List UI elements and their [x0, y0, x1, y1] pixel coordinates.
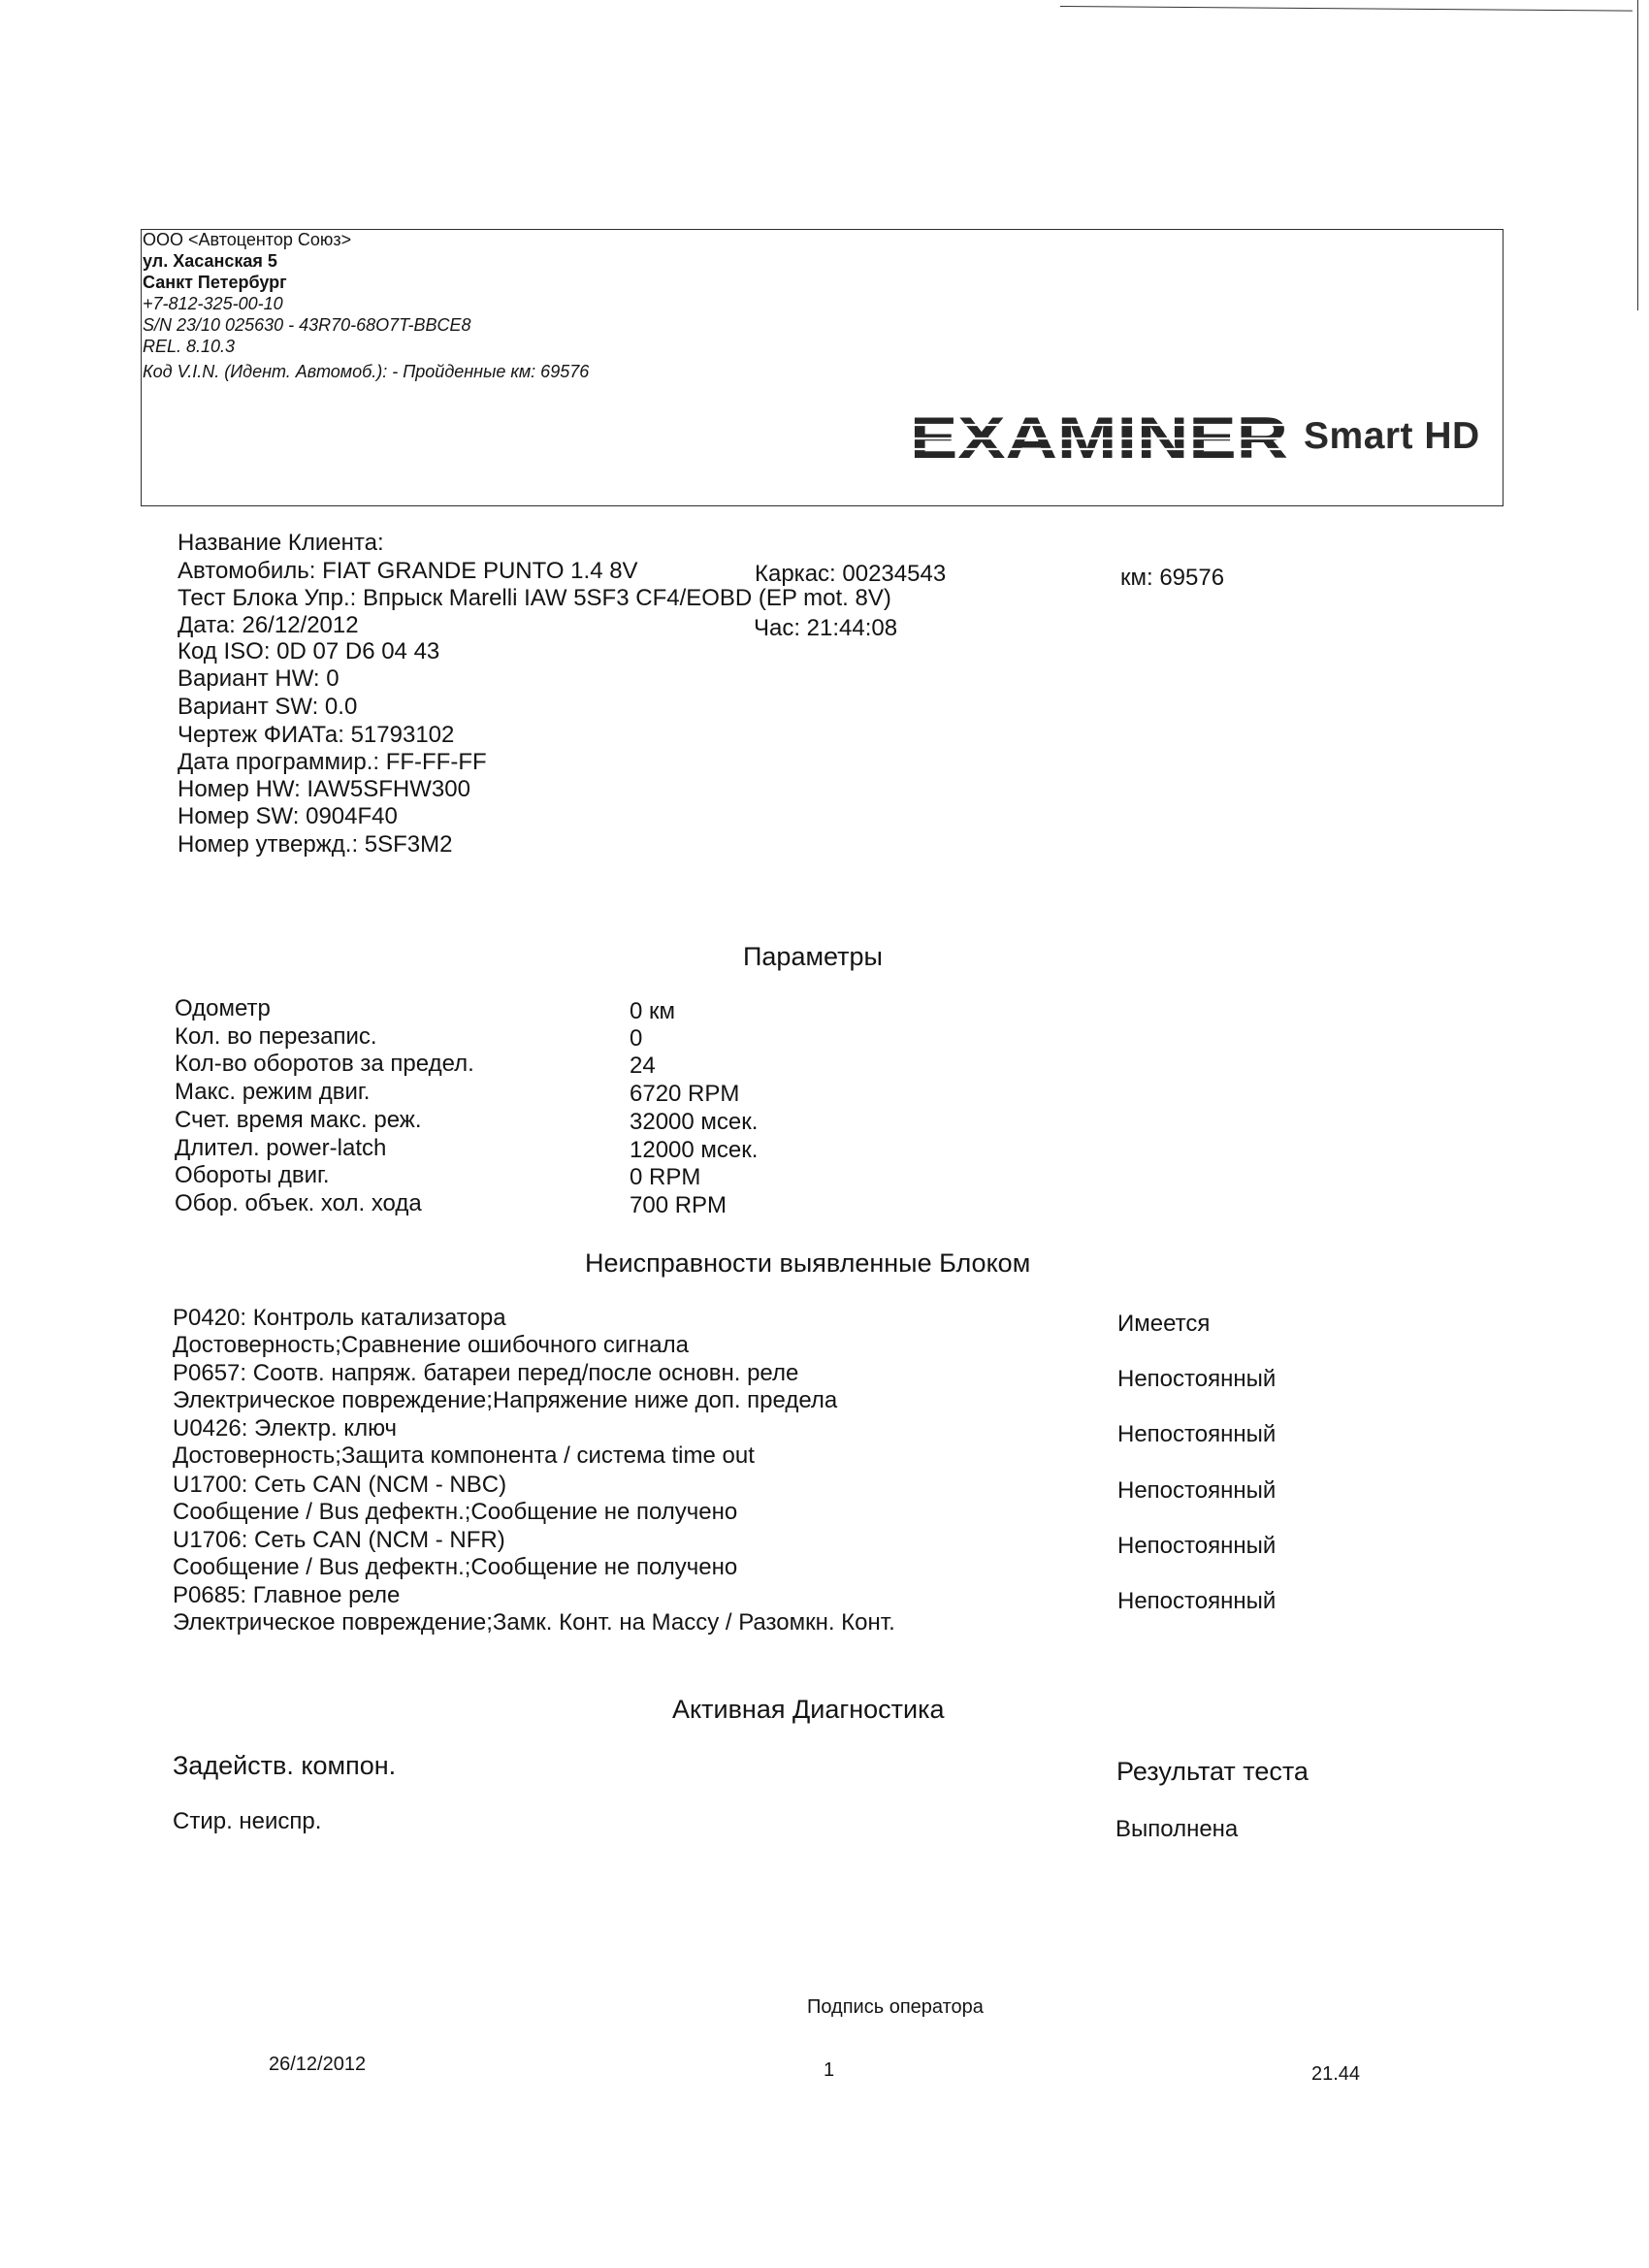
parameter-row — [175, 995, 854, 1022]
examiner-wordmark-text: EXAMINER — [910, 409, 1288, 464]
faults-title: Неисправности выявленные Блоком — [585, 1248, 1031, 1278]
fault-item — [173, 1472, 1366, 1526]
fault-status: Непостоянный — [1117, 1366, 1277, 1393]
device-serial: S/N 23/10 025630 - 43R70-68O7T-BBCE8 — [143, 315, 471, 335]
sw-number: Номер SW: 0904F40 — [178, 803, 398, 829]
scan-edge-right — [1637, 0, 1638, 310]
test-date: Дата: 26/12/2012 — [178, 612, 359, 638]
footer-time: 21.44 — [1311, 2063, 1361, 2085]
parameter-value: 0 км — [630, 998, 676, 1024]
fault-status: Непостоянный — [1117, 1588, 1277, 1614]
parameter-value: 12000 мсек. — [630, 1136, 759, 1163]
fiat-drawing: Чертеж ФИАТа: 51793102 — [178, 722, 455, 748]
fault-description: Сообщение / Bus дефектн.;Сообщение не получено — [173, 1498, 738, 1525]
parameter-label: Обороты двиг. — [175, 1162, 330, 1189]
sw-variant: Вариант SW: 0.0 — [178, 694, 358, 720]
parameter-label: Обор. объек. хол. хода — [175, 1189, 422, 1216]
fault-status: Непостоянный — [1117, 1476, 1277, 1504]
fault-code: U1700: Сеть CAN (NCM - NBC) — [173, 1471, 507, 1498]
logo-subtitle: Smart HD — [1304, 415, 1480, 457]
fault-status: Непостоянный — [1117, 1532, 1277, 1559]
component-header: Задейств. компон. — [173, 1751, 397, 1780]
company-name: ООО <Автоцентор Союз> — [143, 230, 352, 249]
vin-line: Код V.I.N. (Идент. Автомоб.): - Пройденные км: 69576 — [143, 362, 590, 381]
iso-code: Код ISO: 0D 07 D6 04 43 — [178, 638, 440, 664]
hw-number: Номер HW: IAW5SFHW300 — [178, 776, 470, 802]
fault-code: P0657: Соотв. напряж. батареи перед/после основн. реле — [173, 1360, 799, 1387]
test-time: Час: 21:44:08 — [754, 615, 898, 641]
ecu-test: Тест Блока Упр.: Впрыск Marelli IAW 5SF3 CF4/EOBD (EP mot. 8V) — [178, 585, 891, 611]
fault-code: P0420: Контроль катализатора — [173, 1305, 506, 1331]
parameter-value: 0 — [630, 1024, 643, 1052]
hw-variant: Вариант HW: 0 — [178, 665, 340, 692]
fault-status: Непостоянный — [1117, 1421, 1277, 1448]
fault-code: U1706: Сеть CAN (NCM - NFR) — [173, 1526, 505, 1553]
approval-number: Номер утвержд.: 5SF3M2 — [178, 831, 453, 858]
client-name: Название Клиента: — [178, 530, 384, 556]
fault-description: Достоверность;Сравнение ошибочного сигнала — [173, 1332, 689, 1358]
parameter-value: 24 — [630, 1053, 656, 1080]
fault-item — [173, 1360, 1366, 1414]
fault-status: Имеется — [1117, 1311, 1211, 1337]
fault-item — [173, 1305, 1366, 1359]
examiner-logo — [910, 405, 1504, 470]
parameter-row — [175, 1190, 854, 1217]
parameter-label: Одометр — [175, 995, 271, 1021]
parameter-value: 0 RPM — [630, 1164, 701, 1191]
parameter-row — [175, 1135, 854, 1162]
parameter-label: Счет. время макс. реж. — [175, 1106, 422, 1133]
fault-description: Электрическое повреждение;Напряжение ниже доп. предела — [173, 1387, 838, 1414]
parameter-label: Кол-во оборотов за предел. — [175, 1051, 474, 1078]
active-diagnostics-title: Активная Диагностика — [672, 1695, 945, 1724]
diag-component: Стир. неиспр. — [173, 1808, 322, 1834]
parameter-row — [175, 1023, 854, 1051]
operator-signature: Подпись оператора — [807, 1996, 984, 2018]
test-result-header: Результат теста — [1116, 1757, 1309, 1786]
fault-item — [173, 1527, 1366, 1581]
page-number: 1 — [824, 2059, 835, 2081]
vehicle-km: км: 69576 — [1120, 565, 1225, 591]
fault-description: Сообщение / Bus дефектн.;Сообщение не получено — [173, 1553, 738, 1580]
fault-description: Электрическое повреждение;Замк. Конт. на Массу / Разомкн. Конт. — [173, 1609, 895, 1636]
parameter-label: Макс. режим двиг. — [175, 1079, 371, 1106]
company-phone: +7-812-325-00-10 — [143, 294, 283, 313]
vehicle-frame: Каркас: 00234543 — [755, 561, 947, 587]
parameter-row — [175, 1107, 854, 1134]
fault-item — [173, 1415, 1366, 1470]
parameter-label: Длител. power-latch — [175, 1134, 387, 1161]
examiner-wordmark — [910, 409, 1298, 464]
parameters-title: Параметры — [743, 942, 883, 971]
software-release: REL. 8.10.3 — [143, 337, 236, 356]
footer-date: 26/12/2012 — [269, 2054, 367, 2075]
parameter-row — [175, 1051, 854, 1078]
diag-result: Выполнена — [1116, 1816, 1239, 1842]
fault-item — [173, 1582, 1366, 1636]
fault-description: Достоверность;Защита компонента / система time out — [173, 1442, 755, 1470]
scan-edge-top — [1060, 6, 1633, 12]
programming-date: Дата программир.: FF-FF-FF — [178, 749, 487, 775]
parameter-label: Кол. во перезапис. — [175, 1022, 377, 1050]
company-city: Санкт Петербург — [143, 273, 287, 292]
parameter-value: 6720 RPM — [630, 1081, 740, 1108]
fault-code: U0426: Электр. ключ — [173, 1415, 398, 1442]
parameter-row — [175, 1079, 854, 1106]
company-street: ул. Хасанская 5 — [143, 251, 277, 271]
parameter-row — [175, 1162, 854, 1189]
parameter-value: 32000 мсек. — [630, 1108, 759, 1135]
vehicle-model: Автомобиль: FIAT GRANDE PUNTO 1.4 8V — [178, 558, 638, 584]
parameter-value: 700 RPM — [630, 1191, 728, 1218]
fault-code: P0685: Главное реле — [173, 1582, 401, 1608]
